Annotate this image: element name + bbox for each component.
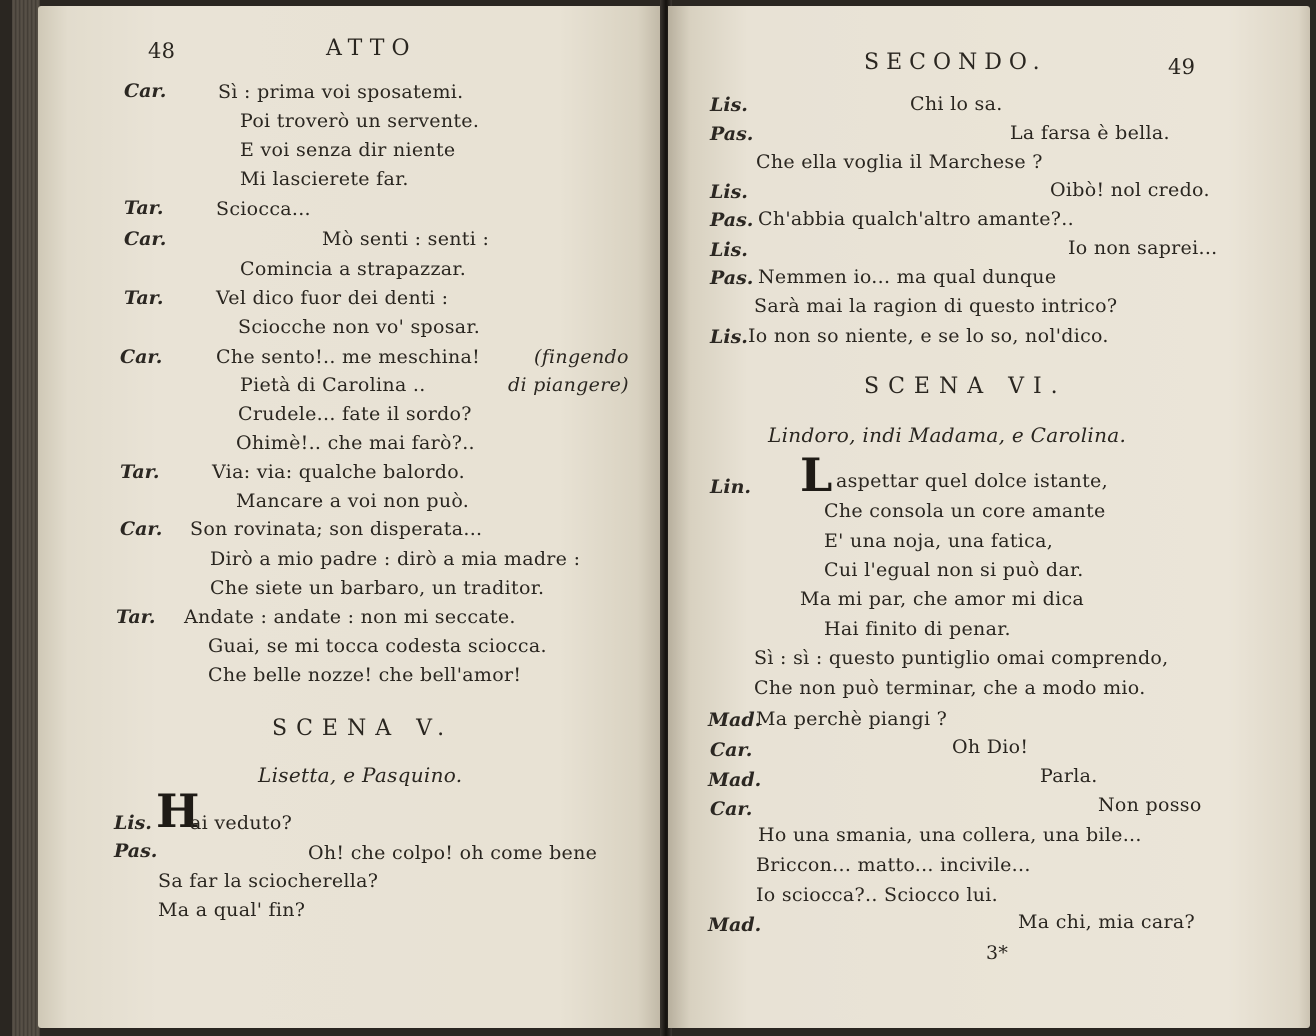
verse-line: Sa far la sciocherella? xyxy=(158,870,379,892)
verse-line: Mi lascierete far. xyxy=(240,168,409,190)
speaker-label: Mad. xyxy=(708,709,762,731)
speaker-label: Mad. xyxy=(708,769,762,791)
speaker-label: Mad. xyxy=(708,914,762,936)
scene-characters: Lindoro, indi Madama, e Carolina. xyxy=(768,423,1127,447)
verse-line: Comincia a strapazzar. xyxy=(240,258,467,280)
verse-line: aspettar quel dolce istante, xyxy=(836,470,1108,492)
verse-line: Ho una smania, una collera, una bile... xyxy=(758,824,1142,846)
right-page xyxy=(668,6,1310,1028)
verse-line: Che non può terminar, che a modo mio. xyxy=(754,677,1146,699)
verse-line: Mancare a voi non può. xyxy=(236,490,470,512)
verse-line: Nemmen io... ma qual dunque xyxy=(758,266,1057,288)
drop-cap: H xyxy=(156,784,200,838)
verse-line: Sarà mai la ragion di questo intrico? xyxy=(754,295,1118,317)
verse-line: Sì : sì : questo puntiglio omai comprendo, xyxy=(754,647,1169,669)
left-page xyxy=(38,6,664,1028)
speaker-label: Lis. xyxy=(710,94,748,116)
verse-line: Son rovinata; son disperata... xyxy=(190,518,483,540)
speaker-label: Car. xyxy=(124,80,167,102)
verse-line: Che consola un core amante xyxy=(824,500,1106,522)
verse-line: Ch'abbia qualch'altro amante?.. xyxy=(758,208,1074,230)
verse-line: Ma perchè piangi ? xyxy=(756,708,948,730)
speaker-label: Lis. xyxy=(710,239,748,261)
running-head-right: SECONDO. xyxy=(864,50,1047,75)
verse-line: Poi troverò un servente. xyxy=(240,110,480,132)
verse-line: Oh Dio! xyxy=(952,736,1029,758)
speaker-label: Pas. xyxy=(710,209,754,231)
stage-direction: (fingendo xyxy=(534,346,629,368)
page-number-left: 48 xyxy=(148,39,176,63)
verse-line: Ma mi par, che amor mi dica xyxy=(800,588,1085,610)
verse-line: Mò senti : senti : xyxy=(322,228,490,250)
speaker-label: Lin. xyxy=(710,476,752,498)
speaker-label: Tar. xyxy=(116,606,156,628)
verse-line: Sì : prima voi sposatemi. xyxy=(218,81,464,103)
verse-line: Guai, se mi tocca codesta sciocca. xyxy=(208,635,547,657)
verse-line: E voi senza dir niente xyxy=(240,139,456,161)
speaker-label: Car. xyxy=(124,228,167,250)
verse-line: Che sento!.. me meschina! xyxy=(216,346,481,368)
speaker-label: Tar. xyxy=(120,461,160,483)
speaker-label: Lis. xyxy=(710,326,748,348)
speaker-label: Pas. xyxy=(114,840,158,862)
verse-line: Hai finito di penar. xyxy=(824,618,1011,640)
speaker-label: Pas. xyxy=(710,123,754,145)
speaker-label: Car. xyxy=(120,346,163,368)
verse-line: E' una noja, una fatica, xyxy=(824,530,1054,552)
verse-line: ai veduto? xyxy=(190,812,293,834)
speaker-label: Tar. xyxy=(124,197,164,219)
verse-line: Sciocca... xyxy=(216,198,311,220)
verse-line: Briccon... matto... incivile... xyxy=(756,854,1031,876)
speaker-label: Car. xyxy=(710,739,753,761)
verse-line: Oibò! nol credo. xyxy=(1050,179,1210,201)
speaker-label: Lis. xyxy=(114,812,152,834)
verse-line: Che belle nozze! che bell'amor! xyxy=(208,664,522,686)
verse-line: Dirò a mio padre : dirò a mia madre : xyxy=(210,548,581,570)
drop-cap: L xyxy=(800,448,833,502)
verse-line: Che ella voglia il Marchese ? xyxy=(756,151,1043,173)
scene-characters: Lisetta, e Pasquino. xyxy=(258,763,463,787)
verse-line: Pietà di Carolina .. xyxy=(240,374,426,396)
scene-heading: SCENA V. xyxy=(272,716,454,741)
verse-line: Ma chi, mia cara? xyxy=(1018,911,1195,933)
verse-line: Ma a qual' fin? xyxy=(158,899,306,921)
verse-line: Io non saprei... xyxy=(1068,237,1218,259)
verse-line: Ohimè!.. che mai farò?.. xyxy=(236,432,475,454)
page-edges xyxy=(12,0,40,1036)
verse-line: Crudele... fate il sordo? xyxy=(238,403,472,425)
verse-line: Io sciocca?.. Sciocco lui. xyxy=(756,884,998,906)
speaker-label: Car. xyxy=(710,798,753,820)
verse-line: Andate : andate : non mi seccate. xyxy=(184,606,516,628)
verse-line: Chi lo sa. xyxy=(910,93,1003,115)
running-head-left: ATTO xyxy=(326,36,417,61)
speaker-label: Tar. xyxy=(124,287,164,309)
scene-heading: SCENA VI. xyxy=(864,374,1067,399)
speaker-label: Car. xyxy=(120,518,163,540)
page-number-right: 49 xyxy=(1168,55,1196,79)
speaker-label: Pas. xyxy=(710,267,754,289)
verse-line: La farsa è bella. xyxy=(1010,122,1170,144)
verse-line: Via: via: qualche balordo. xyxy=(212,461,465,483)
stage-direction: di piangere) xyxy=(508,374,629,396)
verse-line: Vel dico fuor dei denti : xyxy=(216,287,449,309)
speaker-label: Lis. xyxy=(710,181,748,203)
verse-line: Parla. xyxy=(1040,765,1098,787)
verse-line: Non posso xyxy=(1098,794,1202,816)
verse-line: Cui l'egual non si può dar. xyxy=(824,559,1084,581)
verse-line: Sciocche non vo' sposar. xyxy=(238,316,481,338)
verse-line: Io non so niente, e se lo so, nol'dico. xyxy=(748,325,1109,347)
signature-mark: 3* xyxy=(986,942,1009,964)
verse-line: Oh! che colpo! oh come bene xyxy=(308,842,598,864)
verse-line: Che siete un barbaro, un traditor. xyxy=(210,577,545,599)
